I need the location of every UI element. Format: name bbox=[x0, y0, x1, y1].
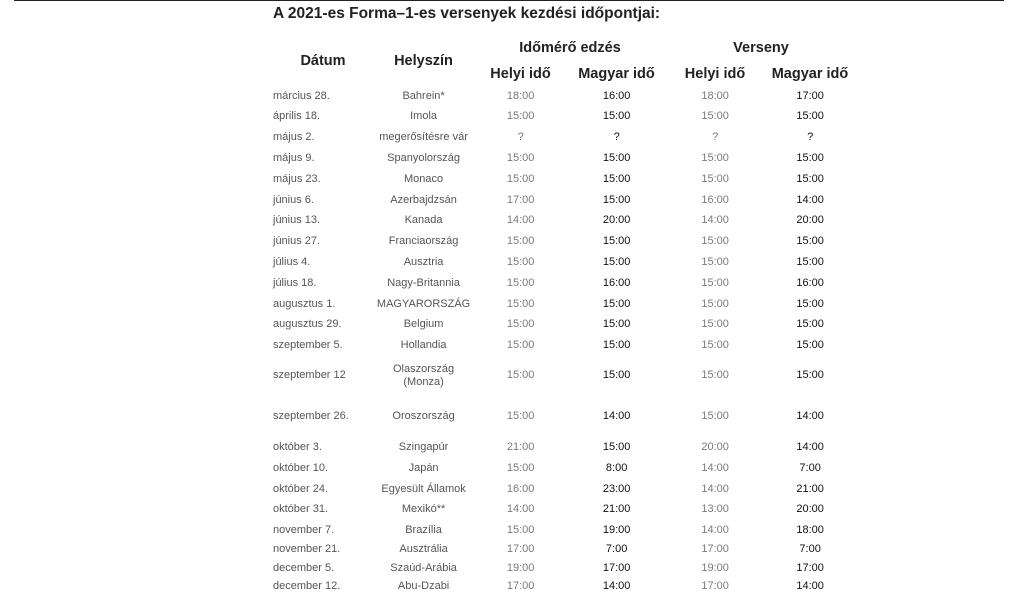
qualifying-local-time-cell: 17:00 bbox=[506, 193, 535, 206]
race-local-time-cell: 15:00 bbox=[701, 110, 729, 122]
race-local-time-cell: ? bbox=[712, 131, 719, 143]
location-cell: Franciaország bbox=[388, 235, 459, 247]
location-cell: Bahrein* bbox=[402, 90, 445, 102]
table-row bbox=[273, 314, 856, 335]
qualifying-hungarian-time-cell: 15:00 bbox=[602, 297, 631, 310]
location-cell: Kanada bbox=[404, 214, 443, 226]
qualifying-hungarian-time-cell: 17:00 bbox=[602, 561, 631, 574]
qualifying-hungarian-time-cell: 15:00 bbox=[602, 441, 631, 453]
qualifying-local-time-cell: ? bbox=[517, 131, 524, 143]
date-cell: szeptember 26. bbox=[273, 409, 349, 422]
location-cell: megerősítésre vár bbox=[379, 131, 468, 143]
header-race-hungarian-time: Magyar idő bbox=[771, 66, 849, 82]
qualifying-hungarian-time-cell: 15:00 bbox=[602, 235, 631, 247]
race-hungarian-time-cell: 15:00 bbox=[796, 318, 824, 330]
location-cell: Nagy-Britannia bbox=[387, 277, 460, 289]
race-local-time-cell: 20:00 bbox=[701, 441, 729, 453]
race-local-time-cell: 15:00 bbox=[701, 173, 729, 185]
qualifying-hungarian-time-cell: 15:00 bbox=[602, 110, 631, 122]
schedule-table bbox=[273, 87, 856, 595]
race-hungarian-time-cell: 17:00 bbox=[796, 90, 824, 102]
qualifying-local-time-cell: 15:00 bbox=[506, 462, 535, 474]
race-local-time-cell: 14:00 bbox=[701, 214, 729, 226]
race-local-time-cell: 15:00 bbox=[701, 318, 729, 330]
location-cell: Egyesült Államok bbox=[381, 482, 466, 495]
table-row bbox=[273, 577, 856, 595]
qualifying-hungarian-time-cell: 14:00 bbox=[602, 409, 631, 422]
table-row bbox=[273, 252, 856, 273]
qualifying-local-time-cell: 15:00 bbox=[506, 339, 535, 351]
race-hungarian-time-cell: 14:00 bbox=[796, 441, 824, 453]
date-cell: október 3. bbox=[273, 441, 322, 453]
date-cell: október 24. bbox=[273, 482, 329, 495]
table-row bbox=[273, 335, 856, 356]
date-cell: június 13. bbox=[273, 214, 321, 226]
race-hungarian-time-cell: 18:00 bbox=[796, 523, 824, 536]
date-cell: december 12. bbox=[273, 579, 341, 592]
location-cell: MAGYARORSZÁG bbox=[376, 297, 471, 310]
table-row bbox=[273, 540, 856, 559]
race-local-time-cell: 14:00 bbox=[701, 462, 729, 474]
table-row bbox=[273, 210, 856, 231]
location-cell: Abu-Dzabi bbox=[397, 579, 450, 592]
date-cell: június 27. bbox=[273, 235, 321, 247]
race-hungarian-time-cell: 14:00 bbox=[796, 409, 824, 422]
date-cell: július 4. bbox=[273, 256, 311, 268]
race-local-time-cell: 18:00 bbox=[701, 90, 729, 102]
header-qualifying-hungarian-time: Magyar idő bbox=[578, 66, 655, 82]
qualifying-hungarian-time-cell: 16:00 bbox=[602, 277, 631, 289]
location-cell: Belgium bbox=[403, 318, 444, 330]
location-cell: Szingapúr bbox=[398, 441, 449, 453]
table-row bbox=[273, 437, 856, 458]
race-hungarian-time-cell: 15:00 bbox=[796, 235, 824, 247]
qualifying-local-time-cell: 17:00 bbox=[506, 543, 535, 555]
qualifying-local-time-cell: 15:00 bbox=[506, 523, 535, 536]
race-local-time-cell: 15:00 bbox=[701, 297, 729, 310]
qualifying-local-time-cell: 18:00 bbox=[506, 90, 535, 102]
date-cell: április 18. bbox=[273, 110, 321, 122]
table-row bbox=[273, 294, 856, 314]
qualifying-hungarian-time-cell: 14:00 bbox=[602, 579, 631, 592]
race-hungarian-time-cell: 15:00 bbox=[796, 339, 824, 351]
qualifying-hungarian-time-cell: 15:00 bbox=[602, 369, 631, 381]
date-cell: augusztus 29. bbox=[273, 318, 342, 330]
qualifying-local-time-cell: 17:00 bbox=[506, 579, 535, 592]
race-hungarian-time-cell: 14:00 bbox=[796, 579, 824, 592]
qualifying-local-time-cell: 15:00 bbox=[506, 297, 535, 310]
table-row bbox=[273, 458, 856, 479]
race-hungarian-time-cell: 21:00 bbox=[796, 482, 824, 495]
race-local-time-cell: 17:00 bbox=[701, 579, 729, 592]
table-row bbox=[273, 87, 856, 106]
table-row bbox=[273, 148, 856, 169]
table-row bbox=[273, 520, 856, 540]
table-row bbox=[273, 356, 856, 395]
location-cell: Japán bbox=[408, 462, 439, 474]
qualifying-local-time-cell: 15:00 bbox=[506, 409, 535, 422]
race-hungarian-time-cell: 20:00 bbox=[796, 214, 824, 226]
date-cell: október 10. bbox=[273, 462, 329, 474]
race-local-time-cell: 19:00 bbox=[701, 561, 729, 574]
qualifying-local-time-cell: 15:00 bbox=[506, 235, 535, 247]
location-cell: Azerbajdzsán bbox=[390, 193, 457, 206]
race-local-time-cell: 15:00 bbox=[701, 369, 729, 381]
header-race: Verseny bbox=[733, 40, 789, 56]
race-local-time-cell: 13:00 bbox=[701, 503, 729, 515]
qualifying-local-time-cell: 15:00 bbox=[506, 152, 535, 164]
qualifying-local-time-cell: 15:00 bbox=[506, 173, 535, 185]
date-cell: október 31. bbox=[273, 503, 329, 515]
date-cell: augusztus 1. bbox=[273, 297, 336, 310]
qualifying-hungarian-time-cell: 20:00 bbox=[602, 214, 631, 226]
date-cell: szeptember 12 bbox=[273, 369, 346, 381]
location-cell: Ausztrália bbox=[399, 543, 448, 555]
date-cell: március 28. bbox=[273, 90, 330, 102]
qualifying-local-time-cell: 16:00 bbox=[506, 482, 535, 495]
race-local-time-cell: 14:00 bbox=[701, 523, 729, 536]
location-cell: Oroszország bbox=[392, 409, 455, 422]
header-date: Dátum bbox=[300, 53, 346, 69]
race-hungarian-time-cell: 14:00 bbox=[796, 193, 824, 206]
table-row bbox=[273, 127, 856, 148]
qualifying-hungarian-time-cell: 16:00 bbox=[602, 90, 631, 102]
qualifying-hungarian-time-cell: 21:00 bbox=[602, 503, 631, 515]
qualifying-hungarian-time-cell: 19:00 bbox=[602, 523, 631, 536]
location-cell: Brazília bbox=[405, 523, 442, 536]
table-row bbox=[273, 479, 856, 499]
date-cell: november 21. bbox=[273, 543, 341, 555]
location-cell: Szaúd-Arábia bbox=[390, 561, 457, 574]
page-title: A 2021-es Forma–1-es versenyek kezdési időpontjai: bbox=[273, 5, 661, 22]
race-hungarian-time-cell: 15:00 bbox=[796, 152, 824, 164]
qualifying-hungarian-time-cell: 15:00 bbox=[602, 318, 631, 330]
table-row bbox=[273, 559, 856, 577]
race-hungarian-time-cell: ? bbox=[807, 131, 814, 143]
race-hungarian-time-cell: 17:00 bbox=[796, 561, 824, 574]
race-local-time-cell: 14:00 bbox=[701, 482, 729, 495]
location-cell: Monaco bbox=[404, 173, 444, 185]
location-cell: Spanyolország bbox=[387, 152, 460, 164]
race-hungarian-time-cell: 7:00 bbox=[799, 543, 821, 555]
qualifying-hungarian-time-cell: 15:00 bbox=[602, 256, 631, 268]
date-cell: május 23. bbox=[273, 173, 321, 185]
header-race-local-time: Helyi idő bbox=[684, 66, 746, 82]
race-hungarian-time-cell: 16:00 bbox=[796, 277, 824, 289]
race-hungarian-time-cell: 20:00 bbox=[796, 503, 824, 515]
qualifying-local-time-cell: 21:00 bbox=[506, 441, 535, 453]
date-cell: május 2. bbox=[273, 131, 315, 143]
top-divider bbox=[14, 0, 1004, 1]
qualifying-local-time-cell: 15:00 bbox=[506, 256, 535, 268]
qualifying-hungarian-time-cell: 15:00 bbox=[602, 339, 631, 351]
qualifying-local-time-cell: 19:00 bbox=[506, 561, 535, 574]
qualifying-local-time-cell: 14:00 bbox=[506, 214, 535, 226]
race-hungarian-time-cell: 15:00 bbox=[796, 369, 824, 381]
qualifying-local-time-cell: 15:00 bbox=[506, 369, 535, 381]
table-row bbox=[273, 190, 856, 210]
race-hungarian-time-cell: 15:00 bbox=[796, 256, 824, 268]
table-row bbox=[273, 231, 856, 252]
location-cell: Mexikó** bbox=[401, 503, 446, 515]
location-cell: Olaszország (Monza) bbox=[393, 362, 455, 388]
race-local-time-cell: 15:00 bbox=[701, 277, 729, 289]
date-cell: december 5. bbox=[273, 561, 335, 574]
race-local-time-cell: 15:00 bbox=[701, 256, 729, 268]
table-row bbox=[273, 169, 856, 190]
date-cell: június 6. bbox=[273, 193, 314, 206]
date-cell: szeptember 5. bbox=[273, 339, 343, 351]
qualifying-hungarian-time-cell: 15:00 bbox=[602, 193, 631, 206]
table-row bbox=[273, 106, 856, 127]
location-cell: Hollandia bbox=[400, 339, 447, 351]
header-qualifying: Időmérő edzés bbox=[519, 40, 621, 56]
table-row bbox=[273, 499, 856, 520]
race-local-time-cell: 16:00 bbox=[701, 193, 729, 206]
qualifying-hungarian-time-cell: 15:00 bbox=[602, 173, 631, 185]
qualifying-hungarian-time-cell: ? bbox=[613, 131, 620, 143]
qualifying-local-time-cell: 15:00 bbox=[506, 318, 535, 330]
qualifying-hungarian-time-cell: 23:00 bbox=[602, 482, 631, 495]
header-location: Helyszín bbox=[394, 53, 453, 69]
qualifying-local-time-cell: 14:00 bbox=[506, 503, 535, 515]
qualifying-hungarian-time-cell: 7:00 bbox=[605, 543, 628, 555]
date-cell: július 18. bbox=[273, 277, 317, 289]
race-hungarian-time-cell: 15:00 bbox=[796, 110, 824, 122]
race-hungarian-time-cell: 7:00 bbox=[799, 462, 821, 474]
location-cell: Imola bbox=[410, 110, 438, 122]
header-qualifying-local-time: Helyi idő bbox=[490, 66, 551, 82]
table-row bbox=[273, 395, 856, 437]
race-local-time-cell: 17:00 bbox=[701, 543, 729, 555]
date-cell: május 9. bbox=[273, 152, 315, 164]
qualifying-hungarian-time-cell: 15:00 bbox=[602, 152, 631, 164]
location-cell: Ausztria bbox=[403, 256, 444, 268]
race-local-time-cell: 15:00 bbox=[701, 339, 729, 351]
race-local-time-cell: 15:00 bbox=[701, 152, 729, 164]
qualifying-hungarian-time-cell: 8:00 bbox=[605, 462, 628, 474]
race-hungarian-time-cell: 15:00 bbox=[796, 173, 824, 185]
race-hungarian-time-cell: 15:00 bbox=[796, 297, 824, 310]
race-local-time-cell: 15:00 bbox=[701, 235, 729, 247]
qualifying-local-time-cell: 15:00 bbox=[506, 110, 535, 122]
date-cell: november 7. bbox=[273, 523, 335, 536]
race-local-time-cell: 15:00 bbox=[701, 409, 729, 422]
qualifying-local-time-cell: 15:00 bbox=[506, 277, 535, 289]
table-row bbox=[273, 273, 856, 294]
